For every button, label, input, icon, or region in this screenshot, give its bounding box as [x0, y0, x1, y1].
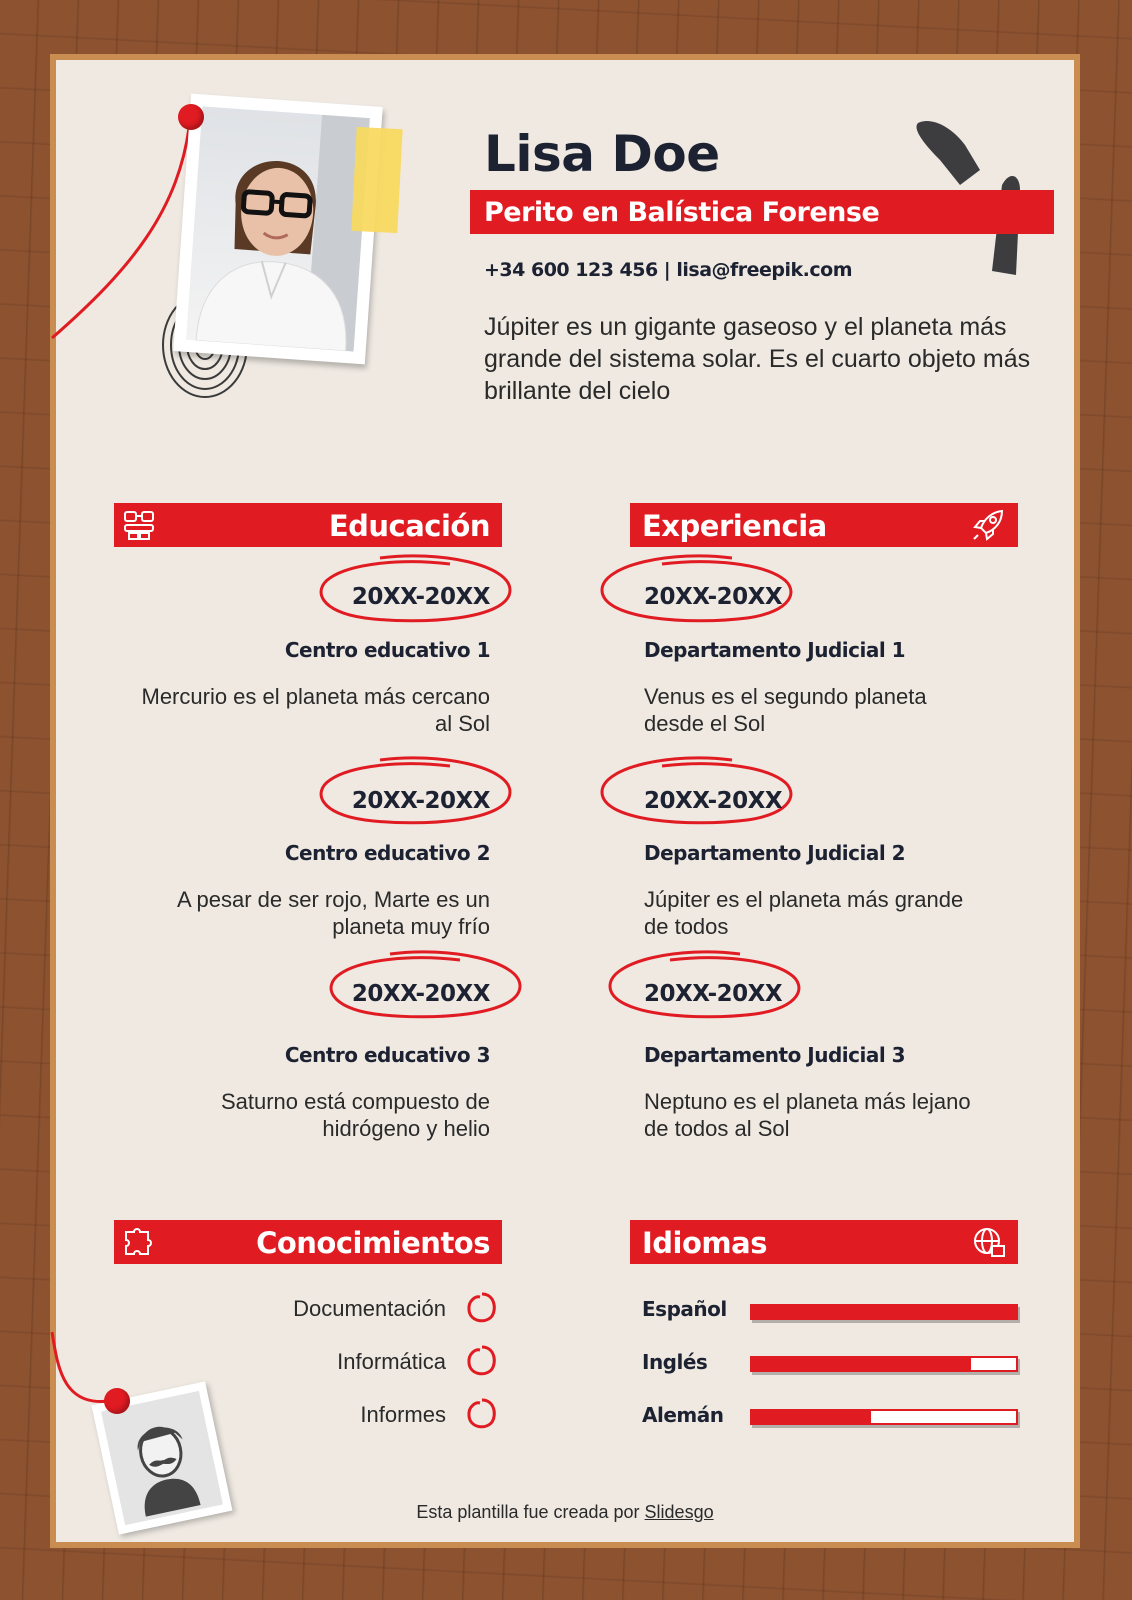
language-name: Español — [642, 1297, 727, 1321]
language-level-bar — [750, 1304, 1018, 1320]
education-org: Centro educativo 1 — [284, 638, 490, 662]
language-level-fill — [752, 1411, 871, 1423]
language-level-fill — [752, 1306, 1016, 1318]
candidate-role: Perito en Balística Forense — [484, 197, 880, 228]
education-desc: A pesar de ser rojo, Marte es un planeta muy frío — [176, 887, 490, 939]
skills-title: Conocimientos — [256, 1226, 490, 1260]
skill-item: Informática — [337, 1349, 446, 1374]
education-date: 20XX-20XX — [351, 584, 490, 610]
portrait-illustration — [186, 106, 370, 351]
education-date: 20XX-20XX — [351, 788, 490, 814]
candidate-name: Lisa Doe — [484, 125, 720, 183]
experience-header — [630, 503, 1018, 547]
experience-date: 20XX-20XX — [644, 584, 783, 610]
language-level-bar — [750, 1409, 1018, 1425]
skill-item: Documentación — [293, 1296, 446, 1321]
skill-item: Informes — [360, 1402, 446, 1427]
language-name: Alemán — [642, 1403, 724, 1427]
experience-desc: Júpiter es el planeta más grande de todos — [644, 887, 964, 939]
pushpin-icon — [178, 104, 204, 130]
experience-date: 20XX-20XX — [644, 788, 783, 814]
skills-header — [114, 1220, 502, 1264]
languages-header — [630, 1220, 1018, 1264]
skill-circle-marker — [464, 1290, 500, 1326]
footer-link[interactable]: Slidesgo — [644, 1502, 714, 1522]
pushpin-icon — [104, 1388, 130, 1414]
education-desc: Saturno está compuesto de hidrógeno y helio — [220, 1089, 490, 1141]
education-date: 20XX-20XX — [351, 981, 490, 1007]
education-org: Centro educativo 2 — [284, 841, 490, 865]
skill-circle-marker — [464, 1343, 500, 1379]
skill-circle-marker — [464, 1396, 500, 1432]
puzzle-icon — [122, 1226, 156, 1258]
education-header — [114, 503, 502, 547]
profile-summary: Júpiter es un gigante gaseoso y el planeta más grande del sistema solar. Es el cuarto objeto más brillante del cielo — [484, 313, 1031, 405]
language-level-bar — [750, 1356, 1018, 1372]
rocket-icon — [972, 509, 1006, 541]
languages-title: Idiomas — [642, 1226, 767, 1260]
experience-title: Experiencia — [642, 509, 827, 543]
experience-org: Departamento Judicial 1 — [644, 638, 906, 662]
contact-info: +34 600 123 456 | lisa@freepik.com — [484, 259, 853, 281]
experience-org: Departamento Judicial 3 — [644, 1043, 906, 1067]
language-level-fill — [752, 1358, 971, 1370]
education-org: Centro educativo 3 — [284, 1043, 490, 1067]
footer-credit — [0, 1502, 1130, 1523]
tape-strip — [351, 127, 402, 233]
experience-desc: Neptuno es el planeta más lejano de todos al Sol — [644, 1089, 971, 1141]
language-name: Inglés — [642, 1350, 708, 1374]
glasses-icon — [122, 509, 156, 541]
experience-org: Departamento Judicial 2 — [644, 841, 906, 865]
education-desc: Mercurio es el planeta más cercano al Sol — [141, 684, 490, 736]
education-title: Educación — [328, 509, 490, 543]
globe-icon — [972, 1226, 1006, 1258]
footer-text: Esta plantilla fue creada por — [416, 1502, 640, 1522]
experience-desc: Venus es el segundo planeta desde el Sol — [644, 684, 927, 736]
experience-date: 20XX-20XX — [644, 981, 783, 1007]
